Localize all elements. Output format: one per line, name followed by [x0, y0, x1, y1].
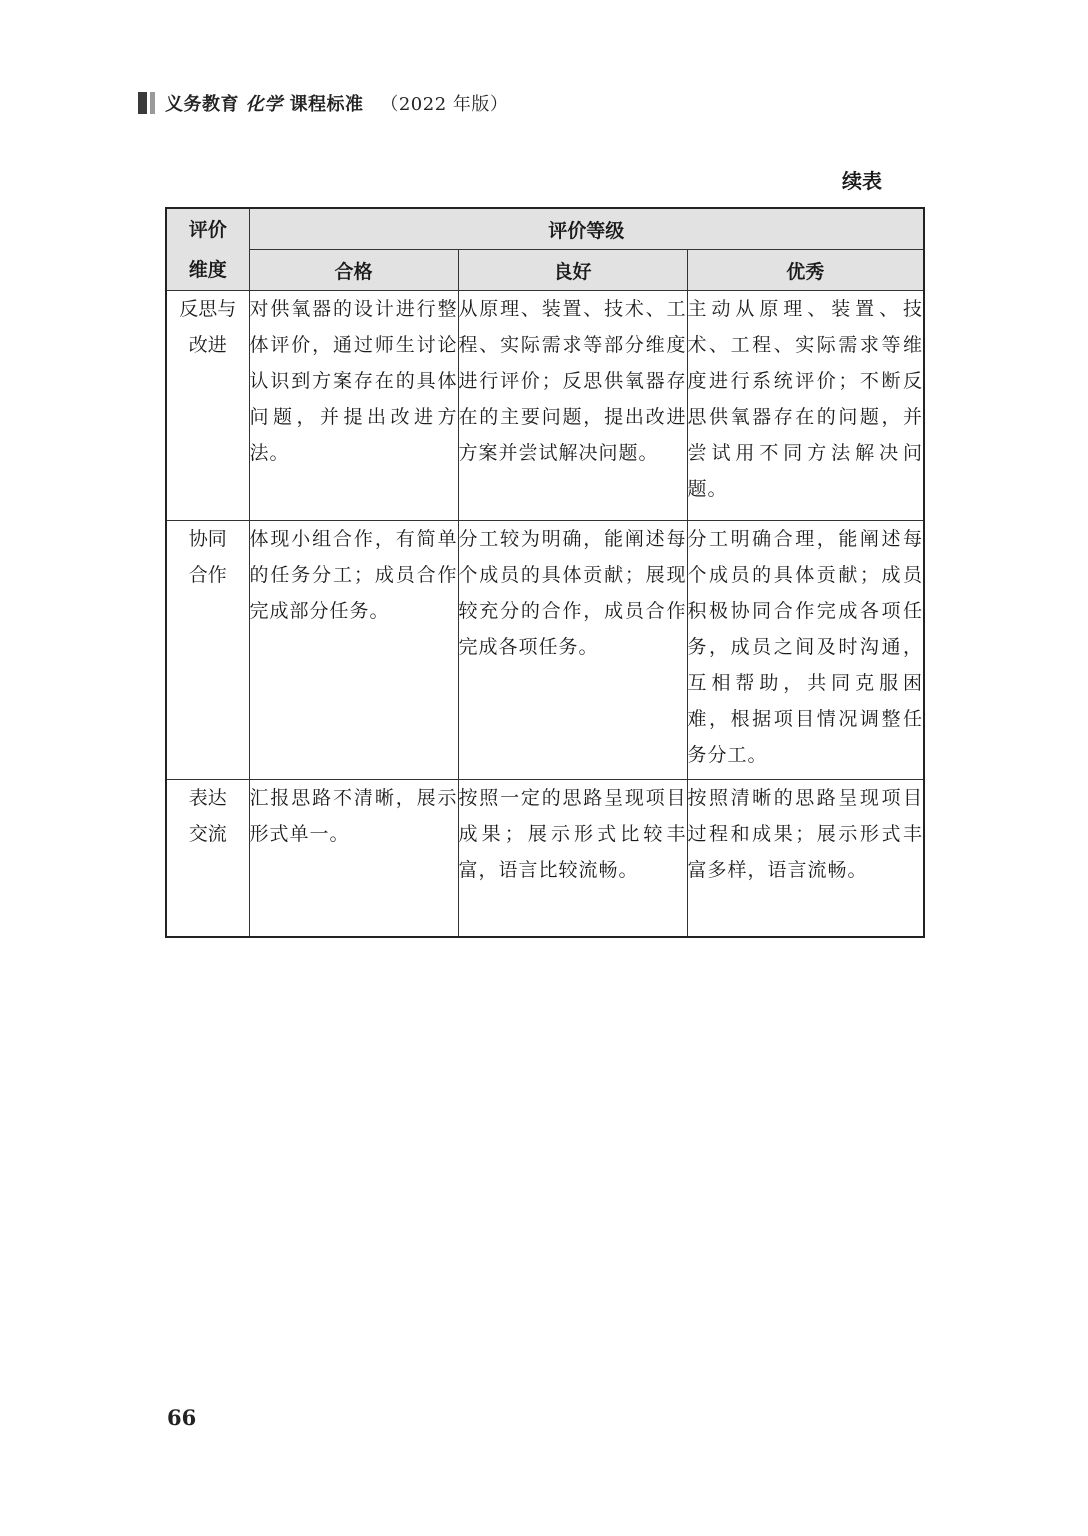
level-header-pass: 合格: [249, 250, 458, 291]
table-row: [166, 521, 924, 780]
criteria-cell-excellent: 主动从原理、装置、技术、工程、实际需求等维度进行系统评价；不断反思供氧器存在的问题，并尝试用不同方法解决问题。: [687, 291, 924, 521]
criteria-cell-pass: 汇报思路不清晰，展示形式单一。: [249, 780, 458, 937]
level-header-good: 良好: [458, 250, 687, 291]
table-row: [166, 291, 924, 521]
book-title: [165, 90, 508, 116]
criteria-cell-pass: 体现小组合作，有简单的任务分工；成员合作完成部分任务。: [249, 521, 458, 780]
level-subheader-row: [166, 250, 924, 291]
book-edition: （2022 年版）: [380, 94, 509, 115]
dimension-label-line2: 合作: [188, 564, 227, 586]
dimension-cell: [166, 780, 249, 937]
dimension-label-line2: 改进: [188, 334, 227, 356]
dimension-header: [166, 208, 249, 291]
dimension-label-line1: 反思与: [179, 298, 237, 320]
table-continued-label: 续表: [842, 169, 882, 193]
criteria-cell-pass: 对供氧器的设计进行整体评价，通过师生讨论认识到方案存在的具体问题，并提出改进方法。: [249, 291, 458, 521]
book-title-part2: 课程标准: [289, 94, 364, 115]
table-row: [166, 780, 924, 937]
dimension-header-line1: 评价: [188, 218, 227, 241]
level-header: 评价等级: [249, 208, 924, 250]
book-title-part1: 义务教育: [165, 94, 239, 115]
criteria-cell-excellent: 按照清晰的思路呈现项目过程和成果；展示形式丰富多样，语言流畅。: [687, 780, 924, 937]
page-number: 66: [167, 1405, 197, 1430]
dimension-cell: [166, 291, 249, 521]
running-header: [138, 90, 508, 116]
dimension-label-line2: 交流: [188, 823, 227, 845]
criteria-cell-excellent: 分工明确合理，能阐述每个成员的具体贡献；成员积极协同合作完成各项任务，成员之间及时沟通，互相帮助，共同克服困难，根据项目情况调整任务分工。: [687, 521, 924, 780]
dimension-cell: [166, 521, 249, 780]
criteria-cell-good: 分工较为明确，能阐述每个成员的具体贡献；展现较充分的合作，成员合作完成各项任务。: [458, 521, 687, 780]
criteria-cell-good: 按照一定的思路呈现项目成果；展示形式比较丰富，语言比较流畅。: [458, 780, 687, 937]
dimension-label-line1: 协同: [188, 528, 227, 550]
criteria-cell-good: 从原理、装置、技术、工程、实际需求等部分维度进行评价；反思供氧器存在的主要问题，提出改进方案并尝试解决问题。: [458, 291, 687, 521]
level-header-excellent: 优秀: [687, 250, 924, 291]
header-bar-icon: [138, 92, 155, 114]
table-header-row: [166, 208, 924, 250]
dimension-label-line1: 表达: [188, 787, 227, 809]
evaluation-table: [165, 207, 925, 938]
dimension-header-line2: 维度: [188, 258, 227, 281]
book-title-subject: 化学: [245, 94, 283, 115]
